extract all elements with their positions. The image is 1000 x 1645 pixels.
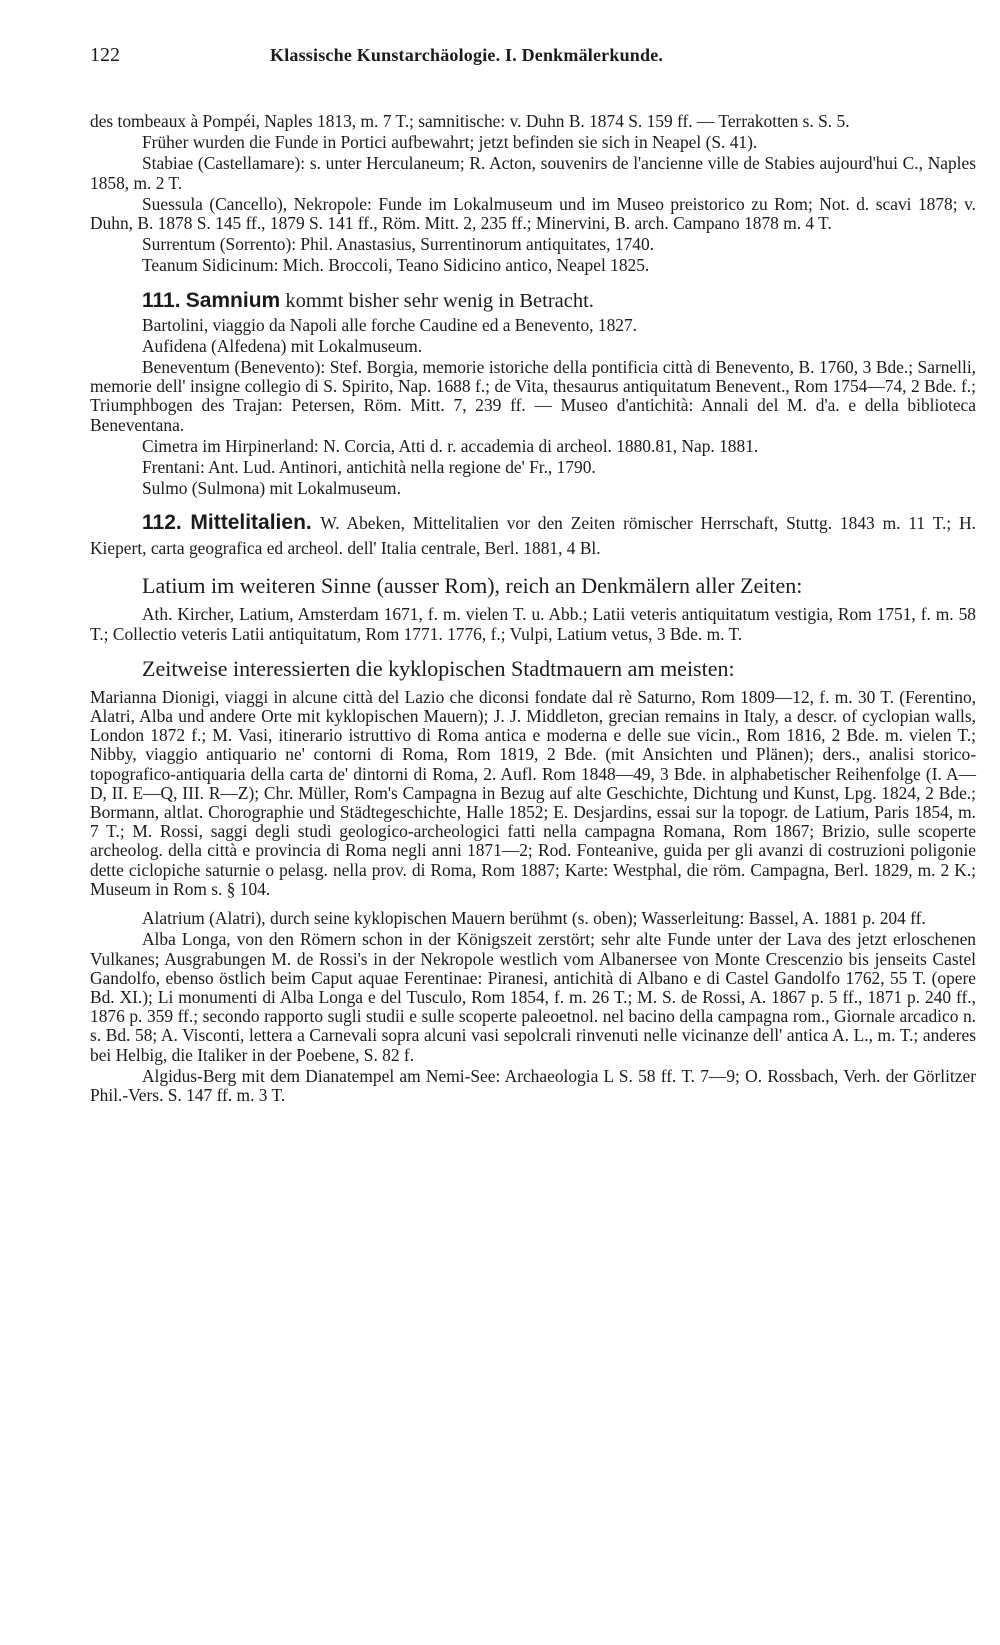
section-111-text: kommt bisher sehr wenig in Betracht. (285, 289, 594, 312)
paragraph-sulmo: Sulmo (Sulmona) mit Lokalmuseum. (142, 478, 401, 499)
page-header (90, 44, 976, 78)
section-112-text: W. Abeken, Mittelitalien vor den Zeiten römischer Herrschaft, Stuttg. 1843 m. 11 T.; H. Kiepert, carta geografica ed archeol. dell' Italia centrale, Berl. 1881, 4 Bl. (90, 513, 977, 559)
paragraph-kircher: Ath. Kircher, Latium, Amsterdam 1671, f. m. vielen T. u. Abb.; Latii veteris antiquitatum vestigia, Rom 1751, f. m. 58 T.; Collectio veteris Latii antiquitatum, Rom 1771. 1776, f.; Vulpi, Latium vetus, 3 Bde. m. T. (90, 604, 976, 644)
paragraph-suessula: Suessula (Cancello), Nekropole: Funde im Lokalmuseum und im Museo preistorico zu Rom; Not. d. scavi 1878; v. Duhn, B. 1878 S. 145 ff., 1879 S. 141 ff., Röm. Mitt. 2, 235 ff.; Minervini, B. arch. Campano 1878 m. 4 T. (90, 193, 976, 234)
section-112-title: Mittelitalien. (190, 511, 312, 535)
section-112-number: 112. (142, 511, 182, 535)
paragraph-alba-longa: Alba Longa, von den Römern schon in der Königszeit zerstört; sehr alte Funde unter der Lava des jetzt erloschenen Vulkanes; Ausgrabungen M. de Rossi's in der Nekropole westlich vom Albanersee von Monte Crescenzio bis jenseits Castel Gandolfo, ebenso östlich beim Caput aquae Ferentinae: Piranesi, antichità di Albano e di Castel Gandolfo 1762, 55 T. (opere Bd. XI.); Li monumenti di Alba Longa e del Tusculo, Rom 1854, f. m. 26 T.; M. S. de Rossi, A. 1867 p. 5 ff., 1871 p. 240 ff., 1876 p. 359 ff.; secondo rapporto sugli studii e sulle scoperte paleoetnol. nel bacino della campagna rom., Giornale arcadico n. s. Bd. 58; A. Visconti, lettera a Carnevali sopra alcuni vasi sepolcrali rinvenuti nelle vicinanze dell' antica A. L., m. T.; anderes bei Helbig, die Italiker in der Poebene, S. 82 f. (90, 929, 976, 1065)
paragraph-frentani: Frentani: Ant. Lud. Antinori, antichità nella regione de' Fr., 1790. (142, 457, 596, 478)
paragraph-algidus: Algidus-Berg mit dem Dianatempel am Nemi-See: Archaeologia L S. 58 ff. T. 7—9; O. Rossbach, Verh. der Görlitzer Phil.-Vers. S. 147 ff. m. 3 T. (90, 1065, 976, 1105)
paragraph-pompeii-continuation: des tombeaux à Pompéi, Naples 1813, m. 7 T.; samnitische: v. Duhn B. 1874 S. 159 ff. — Terrakotten s. S. 5. (90, 111, 850, 131)
section-111-title: Samnium (185, 288, 281, 312)
page-number: 122 (90, 44, 120, 66)
section-111-heading (90, 288, 976, 314)
paragraph-portici: Früher wurden die Funde in Portici aufbewahrt; jetzt befinden sie sich in Neapel (S. 41). (142, 132, 758, 153)
paragraph-bartolini: Bartolini, viaggio da Napoli alle forche Caudine ed a Benevento, 1827. (142, 314, 638, 335)
paragraph-beneventum: Beneventum (Benevento): Stef. Borgia, memorie istoriche della pontificia città di Benevento, B. 1760, 3 Bde.; Sarnelli, memorie dell' insigne collegio di S. Spirito, Nap. 1688 f.; de Vita, thesaurus antiquitatum Benevent., Rom 1754—74, 2 Bde. f.; Triumphbogen des Trajan: Petersen, Röm. Mitt. 7, 239 ff. — Museo d'antichità: Annali del M. d'a. e della biblioteca Beneventana. (90, 357, 976, 435)
section-112-heading (90, 510, 976, 561)
paragraph-dionigi: Marianna Dionigi, viaggi in alcune città del Lazio che diconsi fondate dal rè Saturno, Rom 1809—12, f. m. 30 T. (Ferentino, Alatri, Alba und andere Orte mit kyklopischen Mauern); J. J. Middleton, grecian remains in Italy, a descr. of cyclopian walls, London 1872 f.; M. Vasi, itinerario istruttivo di Roma antica e moderna e delle sue vicin., Rom 1816, 2 Bde. m. vielen T.; Nibby, viaggio antiquario ne' contorni di Roma, Rom 1819, 2 Bde. (mit Ansichten und Plänen); ders., analisi storico-topografico-antiquaria della carta de' dintorni di Roma, 2. Aufl. Rom 1848—49, 3 Bde. in alphabetischer Reihenfolge (I. A—D, II. E—Q, III. R—Z); Chr. Müller, Rom's Campagna in Bezug auf alte Geschichte, Dichtung und Kunst, Lpg. 1824, 2 Bde.; Bormann, altlat. Chorographie und Städtegeschichte, Halle 1852; E. Desjardins, essai sur la topogr. de Latium, Paris 1854, m. 7 T.; M. Rossi, saggi degli studi geologico-archeologici fatti nella campagna Romana, Rom 1867; Brizio, sulle scoperte archeolog. della città e provincia di Roma negli anni 1871—2; Rod. Fonteanive, guida per gli avanzi di costruzioni poligonie dette ciclopiche saturnie o pelasg. nella prov. di Roma, Rom 1887; Karte: Westphal, die röm. Campagna, Berl. 1829, m. 2 K.; Museum in Rom s. § 104. (90, 686, 976, 899)
paragraph-cimetra: Cimetra im Hirpinerland: N. Corcia, Atti d. r. accademia di archeol. 1880.81, Nap. 1881. (142, 435, 759, 456)
section-111-number: 111. (142, 288, 181, 312)
paragraph-aufidena: Aufidena (Alfedena) mit Lokalmuseum. (142, 335, 423, 356)
running-title: Klassische Kunstarchäologie. I. Denkmälerkunde. (270, 45, 664, 65)
paragraph-alatrium: Alatrium (Alatri), durch seine kyklopischen Mauern berühmt (s. oben); Wasserleitung: Bassel, A. 1881 p. 204 ff. (142, 908, 926, 929)
paragraph-stabiae: Stabiae (Castellamare): s. unter Herculaneum; R. Acton, souvenirs de l'ancienne ville de Stabies aujourd'hui C., Naples 1858, m. 2 T. (90, 153, 976, 193)
heading-kyklopische-mauern: Zeitweise interessierten die kyklopischen Stadtmauern am meisten: (142, 655, 735, 681)
heading-latium: Latium im weiteren Sinne (ausser Rom), reich an Denkmälern aller Zeiten: (142, 573, 803, 599)
paragraph-surrentum: Surrentum (Sorrento): Phil. Anastasius, Surrentinorum antiquitates, 1740. (142, 234, 655, 255)
paragraph-teanum: Teanum Sidicinum: Mich. Broccoli, Teano Sidicino antico, Neapel 1825. (142, 255, 650, 276)
